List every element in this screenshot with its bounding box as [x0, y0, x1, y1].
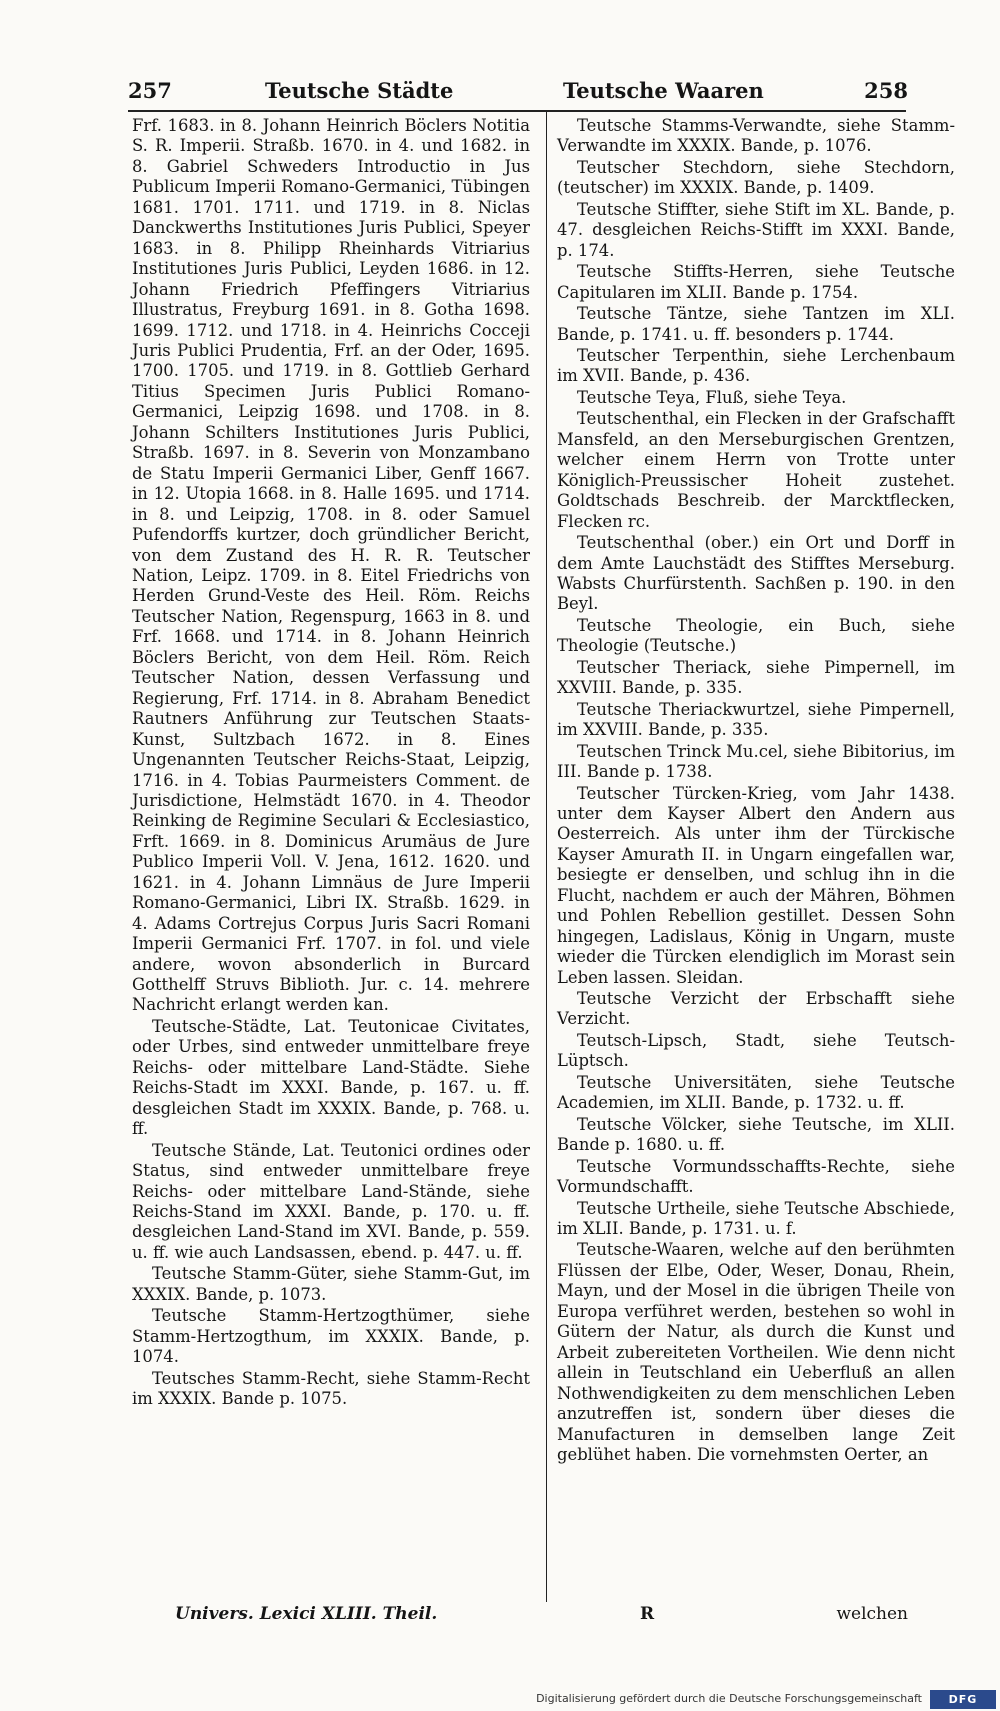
- right-entry: Teutscher Türcken-Krieg, vom Jahr 1438. unter dem Kayser Albert den Andern aus Oesterreich. Als unter ihm der Türckische Kayser Amurath II. in Ungarn eingefallen war, besiegte er denselben, und schlug ihn in die Flucht, nachdem er auch der Mähren, Böhmen und Pohlen Rebellion gestillet. Dessen Sohn hingegen, Ladislaus, König in Ungarn, muste wieder die Türcken elendiglich im Morast sein Leben lassen. Sleidan.: [557, 783, 955, 987]
- right-entry: Teutsche Theologie, ein Buch, siehe Theologie (Teutsche.): [557, 615, 955, 656]
- right-entry: Teutsche-Waaren, welche auf den berühmten Flüssen der Elbe, Oder, Weser, Donau, Rhein, Mayn, und der Mosel in die übrigen Theile von Europa verführet werden, bestehen so wohl in Gütern der Natur, als durch die Kunst und Arbeit zubereiteten Vortheilen. Wie denn nicht allein in Teutschland ein Ueberfluß an allen Nothwendigkeiten zu dem menschlichen Leben anzutreffen ist, sondern über dieses die Manufacturen in demselben lange Zeit geblühet haben. Die vornehmsten Oerter, an: [557, 1240, 955, 1464]
- left-entry: Teutsche Stamm-Güter, siehe Stamm-Gut, im XXXIX. Bande, p. 1073.: [132, 1264, 530, 1304]
- running-title-left: Teutsche Städte: [265, 78, 454, 103]
- right-entry: Teutsche Urtheile, siehe Teutsche Abschiede, im XLII. Bande, p. 1731. u. f.: [557, 1198, 955, 1239]
- volume-signature: Univers. Lexici XLIII. Theil.: [175, 1604, 438, 1624]
- right-entry: Teutscher Theriack, siehe Pimpernell, im XXVIII. Bande, p. 335.: [557, 657, 955, 698]
- right-entry: Teutsche Stiffts-Herren, siehe Teutsche Capitularen im XLII. Bande p. 1754.: [557, 262, 955, 302]
- left-entry: Teutsche-Städte, Lat. Teutonicae Civitates, oder Urbes, sind entweder unmittelbare freye Reichs- oder mittelbare Land-Städte. Siehe Reichs-Stadt im XXXI. Bande, p. 167. u. ff. desgleichen Stadt im XXXIX. Bande, p. 768. u. ff.: [132, 1016, 530, 1139]
- left-entry: Frf. 1683. in 8. Johann Heinrich Böclers Notitia S. R. Imperii. Straßb. 1670. in 4. und 1682. in 8. Gabriel Schweders Introductio in Jus Publicum Imperii Romano-Germanici, Tübingen 1681. 1701. 1711. und 1719. in 8. Niclas Danckwerths Institutiones Juris Publici, Speyer 1683. in 8. Philipp Rheinhards Vitriarius Institutiones Juris Publici, Leyden 1686. in 12. Johann Friedrich Pfeffingers Vitriarius Illustratus, Freyburg 1691. in 8. Gotha 1698. 1699. 1712. und 1718. in 4. Heinrichs Cocceji Juris Publici Prudentia, Frf. an der Oder, 1695. 1700. 1705. und 1719. in 8. Gottlieb Gerhard Titius Specimen Juris Publici Romano-Germanici, Leipzig 1698. und 1708. in 8. Johann Schilters Institutiones Juris Publici, Straßb. 1697. in 8. Severin von Monzambano de Statu Imperii Germanici Liber, Genff 1667. in 12. Utopia 1668. in 8. Halle 1695. und 1714. in 8. und Leipzig, 1708. in 8. oder Samuel Pufendorffs kurtzer, doch gründlicher Bericht, von dem Zustand des H. R. R. Teutscher Nation, Leipz. 1709. in 8. Eitel Friedrichs von Herden Grund-Veste des Heil. Röm. Reichs Teutscher Nation, Regenspurg, 1663 in 8. und Frf. 1668. und 1714. in 8. Johann Heinrich Böclers Bericht, von dem Heil. Röm. Reich Teutscher Nation, dessen Verfassung und Regierung, Frf. 1714. in 8. Abraham Benedict Rautners Anführung zur Teutschen Staats-Kunst, Sultzbach 1672. in 8. Eines Ungenannten Teutscher Reichs-Staat, Leipzig, 1716. in 4. Tobias Paurmeisters Comment. de Jurisdictione, Helmstädt 1670. in 4. Theodor Reinking de Regimine Seculari & Ecclesiastico, Frft. 1669. in 8. Dominicus Arumäus de Jure Publico Imperii Voll. V. Jena, 1612. 1620. und 1621. in 4. Johann Limnäus de Jure Imperii Romano-Germanici, Libri IX. Straßb. 1629. in 4. Adams Cortrejus Corpus Juris Sacri Romani Imperii Germanici Frf. 1707. in fol. und viele andere, wovon absonderlich in Burcard Gotthelff Struvs Biblioth. Jur. c. 14. mehrere Nachricht erlangt werden kan.: [132, 116, 530, 1015]
- right-entry: Teutschenthal, ein Flecken in der Grafschafft Mansfeld, an den Merseburgischen Grentzen, welcher einem Herrn von Trotte unter Königlich-Preussischer Hoheit zustehet. Goldtschads Beschreib. der Marcktflecken, Flecken rc.: [557, 409, 955, 531]
- dfg-logo: DFG: [930, 1690, 996, 1709]
- right-entry: Teutscher Terpenthin, siehe Lerchenbaum im XVII. Bande, p. 436.: [557, 345, 955, 386]
- right-entry: Teutsche Verzicht der Erbschafft siehe Verzicht.: [557, 989, 955, 1029]
- page-number-left: 257: [128, 78, 172, 103]
- right-entry: Teutsch-Lipsch, Stadt, siehe Teutsch-Lüptsch.: [557, 1030, 955, 1071]
- right-entry: Teutsche Stiffter, siehe Stift im XL. Bande, p. 47. desgleichen Reichs-Stifft im XXXI. Bande, p. 174.: [557, 199, 955, 260]
- left-entry: Teutsches Stamm-Recht, siehe Stamm-Recht im XXXIX. Bande p. 1075.: [132, 1368, 530, 1409]
- right-entry: Teutsche Theriackwurtzel, siehe Pimpernell, im XXVIII. Bande, p. 335.: [557, 699, 955, 740]
- right-entry: Teutscher Stechdorn, siehe Stechdorn, (teutscher) im XXXIX. Bande, p. 1409.: [557, 157, 955, 198]
- right-entry: Teutsche Vormundsschaffts-Rechte, siehe Vormundschafft.: [557, 1156, 955, 1197]
- header-rule: [128, 110, 906, 112]
- catchword: welchen: [836, 1604, 908, 1624]
- left-entry: Teutsche Stände, Lat. Teutonici ordines oder Status, sind entweder unmittelbare freye Reichs- oder mittelbare Land-Stände, siehe Reichs-Stand im XXXI. Bande, p. 170. u. ff. desgleichen Land-Stand im XVI. Bande, p. 559. u. ff. wie auch Landsassen, ebend. p. 447. u. ff.: [132, 1140, 530, 1262]
- right-entry: Teutschenthal (ober.) ein Ort und Dorff in dem Amte Lauchstädt des Stifftes Merseburg. Wabsts Churfürstenth. Sachßen p. 190. in den Beyl.: [557, 533, 955, 614]
- page-number-right: 258: [864, 78, 908, 103]
- right-entry: Teutsche Völcker, siehe Teutsche, im XLII. Bande p. 1680. u. ff.: [557, 1114, 955, 1155]
- left-entry: Teutsche Stamm-Hertzogthümer, siehe Stamm-Hertzogthum, im XXXIX. Bande, p. 1074.: [132, 1306, 530, 1367]
- running-title-right: Teutsche Waaren: [563, 78, 764, 103]
- left-column: [132, 116, 530, 1411]
- right-entry: Teutsche Stamms-Verwandte, siehe Stamm-Verwandte im XXXIX. Bande, p. 1076.: [557, 116, 955, 156]
- column-divider: [546, 112, 547, 1602]
- right-column: [557, 116, 955, 1466]
- digitization-credit: Digitalisierung gefördert durch die Deutsche Forschungsgemeinschaft: [536, 1692, 922, 1705]
- right-entry: Teutsche Universitäten, siehe Teutsche Academien, im XLII. Bande, p. 1732. u. ff.: [557, 1072, 955, 1113]
- right-entry: Teutschen Trinck Mu.cel, siehe Bibitorius, im III. Bande p. 1738.: [557, 741, 955, 782]
- right-entry: Teutsche Täntze, siehe Tantzen im XLI. Bande, p. 1741. u. ff. besonders p. 1744.: [557, 304, 955, 344]
- right-entry: Teutsche Teya, Fluß, siehe Teya.: [577, 387, 847, 407]
- signature-mark: R: [640, 1604, 655, 1624]
